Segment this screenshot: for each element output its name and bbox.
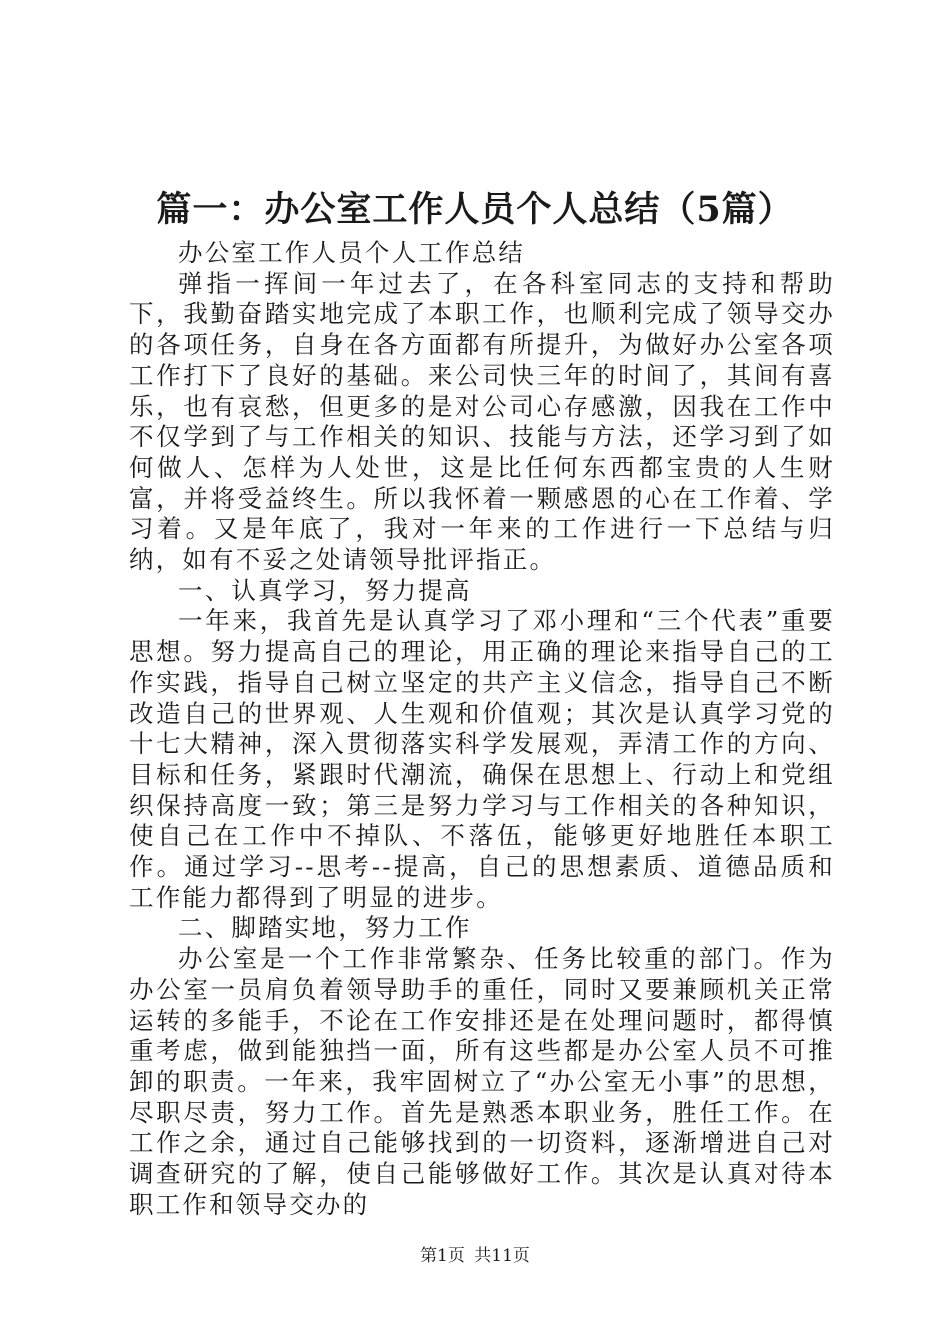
body-paragraph: 一年来，我首先是认真学习了邓小理和“三个代表”重要思想。努力提高自己的理论，用正确的理论来指导自己的工作实践，指导自己树立坚定的共产主义信念，指导自己不断改造自己的世界观、人生观和价值观；其次是认真学习党的十七大精神，深入贯彻落实科学发展观，弄清工作的方向、目标和任务，紧跟时代潮流，确保在思想上、行动上和党组织保持高度一致；第三是努力学习与工作相关的各种知识，使自己在工作中不掉队、不落伍，能够更好地胜任本职工作。通过学习--思考--提高，自己的思想素质、道德品质和工作能力都得到了明显的进步。 [129, 606, 835, 912]
document-title: 篇一：办公室工作人员个人总结（5篇） [156, 189, 794, 230]
document-body [129, 238, 835, 1221]
page-footer [0, 1244, 950, 1268]
document-subtitle: 办公室工作人员个人工作总结 [178, 238, 526, 267]
page-total: 共11页 [474, 1246, 530, 1266]
section-heading: 一、认真学习，努力提高 [178, 575, 472, 605]
body-paragraph: 弹指一挥间一年过去了，在各科室同志的支持和帮助下，我勤奋踏实地完成了本职工作，也顺利完成了领导交办的各项任务，自身在各方面都有所提升，为做好办公室各项工作打下了良好的基础。来公司快三年的时间了，其间有喜乐，也有哀愁，但更多的是对公司心存感激，因我在工作中不仅学到了与工作相关的知识、技能与方法，还学习到了如何做人、怎样为人处世，这是比任何东西都宝贵的人生财富，并将受益终生。所以我怀着一颗感恩的心在工作着、学习着。又是年底了，我对一年来的工作进行一下总结与归纳，如有不妥之处请领导批评指正。 [129, 268, 835, 575]
body-paragraph: 办公室是一个工作非常繁杂、任务比较重的部门。作为办公室一员肩负着领导助手的重任，同时又要兼顾机关正常运转的多能手，不论在工作安排还是在处理问题时，都得慎重考虑，做到能独挡一面，所有这些都是办公室人员不可推卸的职责。一年来，我牢固树立了“办公室无小事”的思想，尽职尽责，努力工作。首先是熟悉本职业务，胜任工作。在工作之余，通过自己能够找到的一切资料，逐渐增进自己对调查研究的了解，使自己能够做好工作。其次是认真对待本职工作和领导交办的 [129, 944, 835, 1219]
section-heading: 二、脚踏实地，努力工作 [178, 913, 472, 943]
page-number: 第1页 [420, 1246, 465, 1266]
